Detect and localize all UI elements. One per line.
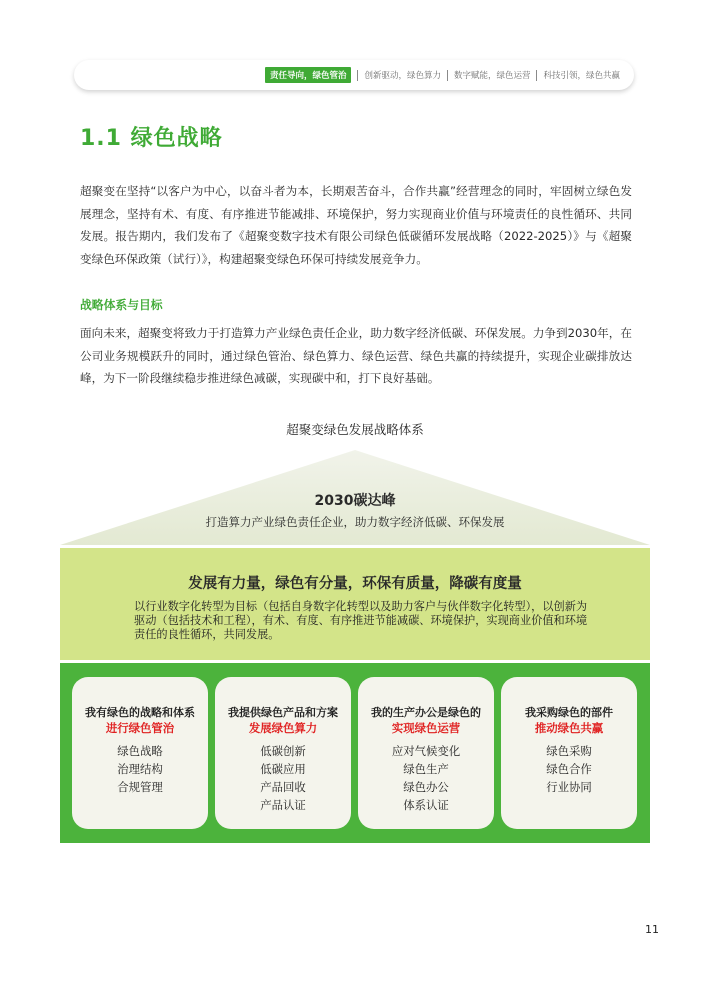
card-strategy: 实现绿色运营 (391, 721, 461, 735)
card-lead: 我的生产办公是绿色的 (371, 706, 481, 719)
nav-item-green-computing[interactable]: 创新驱动，绿色算力 (364, 71, 441, 81)
principles-band (60, 548, 650, 660)
nav-item-green-operations[interactable]: 数字赋能，绿色运营 (453, 71, 531, 81)
card-item: 应对气候变化 (391, 744, 461, 758)
card-item: 绿色办公 (403, 780, 449, 794)
pillar-card-operations (358, 677, 494, 829)
card-lead: 我采购绿色的部件 (525, 706, 613, 719)
card-strategy: 推动绿色共赢 (534, 721, 604, 735)
page-number: 11 (645, 923, 659, 936)
nav-item-active[interactable]: 责任导向，绿色管治 (265, 67, 352, 83)
card-item: 绿色合作 (546, 762, 592, 776)
pillar-card-governance (72, 677, 208, 829)
card-strategy: 进行绿色管治 (105, 721, 175, 735)
band-title: 发展有力量，绿色有分量，环保有质量，降碳有度量 (188, 576, 522, 592)
intro-paragraph: 超聚变在坚持“以客户为中心，以奋斗者为本，长期艰苦奋斗，合作共赢”经营理念的同时，牢固树立绿色发展理念，坚持有术、有度、有序推进节能减排、环境保护，努力实现商业价值与环境责任的良性循环、共同发展。报告期内，我们发布了《超聚变数字技术有限公司绿色低碳循环发展战略（2022-2025）》与《超聚变绿色环保政策（试行）》，构建超聚变绿色环保可持续发展竞争力。 (80, 184, 632, 266)
nav-divider (357, 70, 358, 81)
card-item: 体系认证 (403, 798, 449, 812)
nav-item-green-win-win[interactable]: 科技引领，绿色共赢 (543, 71, 620, 81)
nav-divider (536, 70, 537, 81)
pillar-card-win-win (501, 677, 637, 829)
card-item: 绿色采购 (546, 744, 592, 758)
pillar-card-computing (215, 677, 351, 829)
diagram-title: 超聚变绿色发展战略体系 (286, 422, 424, 437)
card-item: 合规管理 (117, 780, 163, 794)
card-item: 产品回收 (260, 780, 306, 794)
roof-subtitle: 打造算力产业绿色责任企业，助力数字经济低碳、环保发展 (205, 515, 505, 529)
subheading: 战略体系与目标 (80, 298, 163, 312)
section-title: 1.1 绿色战略 (80, 126, 223, 151)
card-strategy: 发展绿色算力 (248, 721, 318, 735)
band-text: 以行业数字化转型为目标（包括自身数字化转型以及助力客户与伙伴数字化转型），以创新为驱动（包括技术和工程），有术、有度、有序推进节能减碳、环境保护，实现商业价值和环境责任的良性循环，共同发展。 (134, 600, 588, 641)
roof-title: 2030碳达峰 (314, 493, 396, 509)
card-item: 绿色战略 (117, 744, 163, 758)
goal-paragraph: 面向未来，超聚变将致力于打造算力产业绿色责任企业，助力数字经济低碳、环保发展。力争到2030年，在公司业务规模跃升的同时，通过绿色管治、绿色算力、绿色运营、绿色共赢的持续提升，实现企业碳排放达峰，为下一阶段继续稳步推进绿色减碳，实现碳中和，打下良好基础。 (80, 326, 632, 385)
card-item: 治理结构 (117, 762, 163, 776)
top-navigation (74, 60, 634, 90)
card-lead: 我有绿色的战略和体系 (85, 706, 195, 719)
card-item: 行业协同 (546, 780, 592, 794)
card-item: 低碳创新 (260, 744, 306, 758)
card-item: 绿色生产 (403, 762, 449, 776)
pillars-panel (60, 663, 650, 843)
card-item: 低碳应用 (260, 762, 306, 776)
card-lead: 我提供绿色产品和方案 (228, 706, 338, 719)
nav-divider (447, 70, 448, 81)
card-item: 产品认证 (260, 798, 306, 812)
